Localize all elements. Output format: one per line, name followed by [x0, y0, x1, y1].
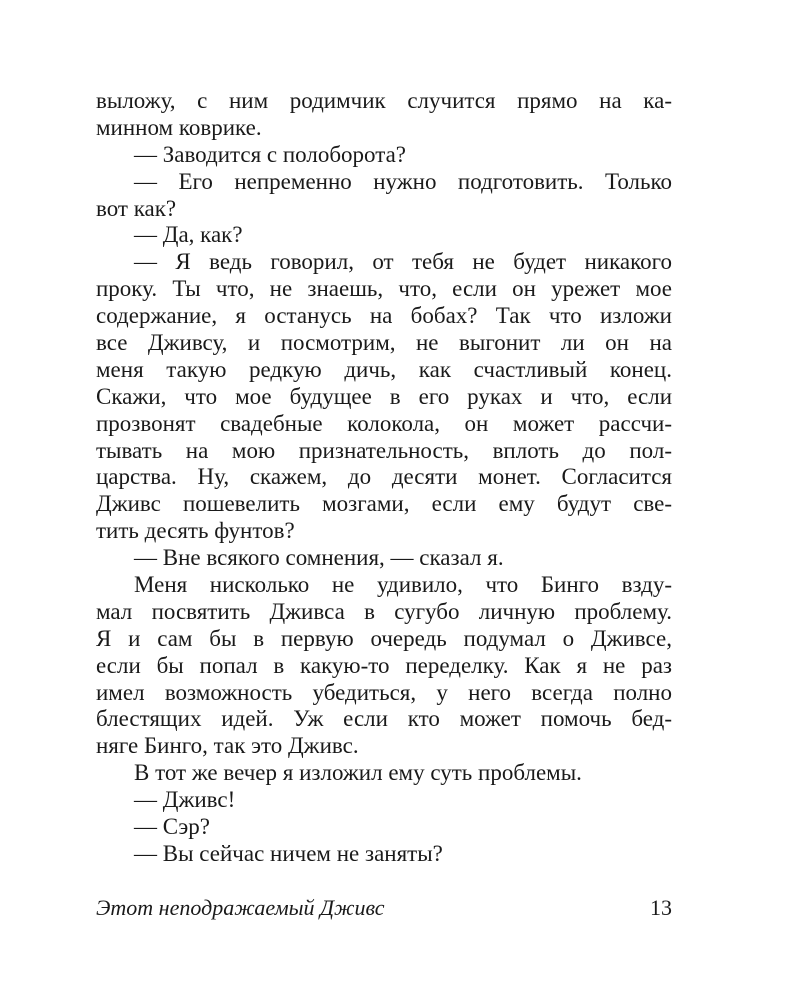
- text-line: проку. Ты что, не знаешь, что, если он урежет мое: [96, 276, 672, 302]
- text-line: — Его непременно нужно подготовить. Только: [134, 168, 672, 194]
- text-line: — Заводится с полоборота?: [134, 141, 406, 167]
- text-line: все Дживсу, и посмотрим, не выгонит ли он на: [96, 330, 672, 356]
- text-line: — Да, как?: [134, 222, 243, 248]
- text-line: вот как?: [96, 195, 177, 221]
- text-line: — Дживс!: [134, 787, 236, 813]
- text-line: — Я ведь говорил, от тебя не будет никакого: [134, 249, 672, 275]
- text-line: царства. Ну, скажем, до десяти монет. Согласится: [96, 464, 672, 490]
- text-line: Меня нисколько не удивило, что Бинго взду-: [134, 572, 672, 598]
- text-line: мал посвятить Дживса в сугубо личную проблему.: [96, 598, 672, 624]
- text-line: если бы попал в какую-то переделку. Как я не раз: [96, 652, 672, 678]
- text-line: Дживс пошевелить мозгами, если ему будут све-: [96, 491, 672, 517]
- text-line: няге Бинго, так это Дживс.: [96, 733, 359, 759]
- text-line: меня такую редкую дичь, как счастливый конец.: [96, 356, 672, 382]
- page-footer: [96, 895, 672, 925]
- body-text: [96, 88, 672, 868]
- text-line: — Вы сейчас ничем не заняты?: [134, 840, 443, 866]
- page-number: 13: [650, 895, 672, 920]
- running-title: Этот неподражаемый Дживс: [96, 895, 385, 920]
- text-line: содержание, я останусь на бобах? Так что изложи: [96, 303, 672, 329]
- text-line: тить десять фунтов?: [96, 518, 295, 544]
- text-line: тывать на мою признательность, вплоть до пол-: [96, 437, 672, 463]
- text-line: блестящих идей. Уж если кто может помочь бед-: [96, 706, 672, 732]
- text-line: имел возможность убедиться, у него всегда полно: [96, 679, 672, 705]
- text-line: минном коврике.: [96, 114, 262, 140]
- text-line: — Сэр?: [134, 814, 210, 840]
- text-line: выложу, с ним родимчик случится прямо на ка-: [96, 88, 672, 113]
- text-line: В тот же вечер я изложил ему суть проблемы.: [134, 760, 582, 786]
- text-line: прозвонят свадебные колокола, он может рассчи-: [96, 410, 672, 436]
- text-line: — Вне всякого сомнения, — сказал я.: [134, 545, 504, 571]
- text-line: Скажи, что мое будущее в его руках и что, если: [96, 383, 672, 409]
- text-line: Я и сам бы в первую очередь подумал о Дживсе,: [96, 625, 672, 651]
